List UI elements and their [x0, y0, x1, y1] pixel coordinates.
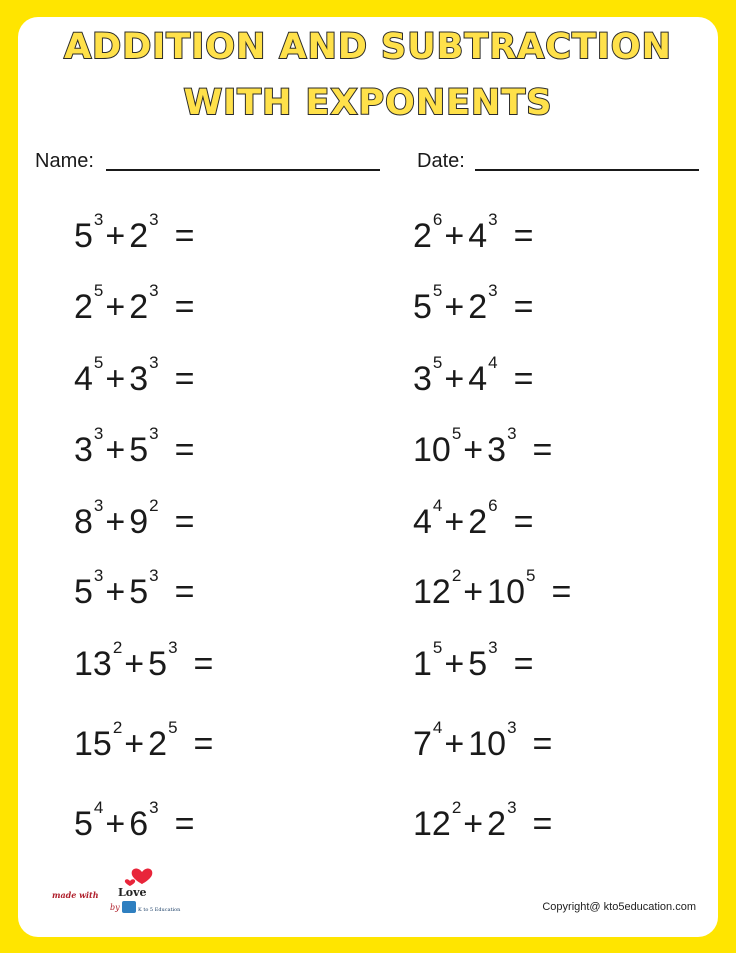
problem-left-3	[74, 353, 195, 398]
equals-sign: =	[174, 360, 195, 398]
base-1: 5	[74, 573, 93, 611]
exponent-2: 3	[488, 638, 498, 657]
k5-book-icon	[122, 901, 136, 913]
base-2: 2	[148, 725, 168, 763]
equals-sign: =	[513, 645, 534, 683]
exponent-1: 4	[432, 718, 443, 737]
k5-brand-text: K to 5 Education	[138, 907, 181, 913]
base-1: 4	[74, 360, 93, 398]
base-1: 15	[74, 725, 112, 763]
equals-sign: =	[513, 217, 534, 255]
problem-right-8	[413, 718, 553, 763]
operator: +	[124, 645, 145, 683]
worksheet-title-line1: ADDITION AND SUBTRACTION	[64, 27, 672, 67]
exponent-1: 6	[432, 210, 443, 229]
equals-sign: =	[174, 503, 195, 541]
exponent-1: 4	[93, 798, 104, 817]
problem-left-6	[74, 566, 195, 611]
equals-sign: =	[551, 573, 572, 611]
exponent-1: 3	[93, 210, 104, 229]
problem-left-2	[74, 281, 195, 326]
problem-right-7	[413, 638, 534, 683]
base-1: 2	[413, 217, 432, 255]
operator: +	[105, 217, 126, 255]
base-2: 5	[129, 573, 149, 611]
small-heart-icon	[125, 879, 135, 886]
base-1: 4	[413, 503, 432, 541]
exponent-2: 3	[149, 424, 159, 443]
exponent-1: 3	[93, 424, 104, 443]
date-label: Date:	[417, 150, 465, 172]
love-text: Love	[118, 886, 147, 899]
base-2: 5	[468, 645, 488, 683]
equals-sign: =	[193, 725, 214, 763]
equals-sign: =	[532, 725, 553, 763]
exponent-2: 3	[149, 353, 159, 372]
equals-sign: =	[513, 503, 534, 541]
made-with-text: made with	[52, 890, 99, 900]
exponent-2: 3	[149, 210, 159, 229]
base-1: 3	[74, 431, 93, 469]
problem-left-8	[74, 718, 214, 763]
base-1: 7	[413, 725, 432, 763]
operator: +	[124, 725, 145, 763]
problem-right-3	[413, 353, 534, 398]
base-2: 6	[129, 805, 149, 843]
base-1: 5	[413, 288, 432, 326]
base-1: 1	[413, 645, 432, 683]
equals-sign: =	[174, 217, 195, 255]
base-1: 12	[413, 573, 451, 611]
made-with-love-logo	[50, 862, 185, 917]
exponent-1: 4	[432, 496, 443, 515]
problem-left-4	[74, 424, 195, 469]
exponent-1: 3	[93, 566, 104, 585]
base-1: 5	[74, 805, 93, 843]
equals-sign: =	[532, 805, 553, 843]
operator: +	[105, 431, 126, 469]
equals-sign: =	[174, 288, 195, 326]
base-2: 2	[129, 288, 149, 326]
name-label: Name:	[35, 150, 94, 172]
operator: +	[463, 805, 484, 843]
base-2: 5	[148, 645, 168, 683]
copyright-text: Copyright@ kto5education.com	[542, 901, 696, 913]
exponent-2: 3	[507, 424, 517, 443]
exponent-1: 5	[432, 281, 443, 300]
worksheet-title-line2: WITH EXPONENTS	[183, 83, 553, 123]
base-1: 12	[413, 805, 451, 843]
exponent-2: 3	[149, 566, 159, 585]
operator: +	[105, 503, 126, 541]
exponent-1: 2	[451, 798, 462, 817]
equals-sign: =	[513, 288, 534, 326]
worksheet-page	[18, 17, 718, 937]
operator: +	[105, 805, 126, 843]
exponent-2: 3	[507, 798, 517, 817]
problem-right-2	[413, 281, 534, 326]
base-2: 3	[487, 431, 507, 469]
exponent-2: 3	[149, 798, 159, 817]
base-2: 4	[468, 217, 488, 255]
problem-right-4	[413, 424, 553, 469]
equals-sign: =	[174, 573, 195, 611]
exponent-2: 2	[149, 496, 159, 515]
base-2: 2	[487, 805, 507, 843]
exponent-1: 5	[432, 638, 443, 657]
exponent-2: 6	[488, 496, 498, 515]
base-2: 3	[129, 360, 149, 398]
base-1: 8	[74, 503, 93, 541]
exponent-1: 5	[93, 353, 104, 372]
operator: +	[444, 360, 465, 398]
exponent-2: 3	[507, 718, 517, 737]
operator: +	[444, 288, 465, 326]
base-1: 2	[74, 288, 93, 326]
equals-sign: =	[532, 431, 553, 469]
operator: +	[105, 288, 126, 326]
problem-right-9	[413, 798, 553, 843]
problem-left-9	[74, 798, 195, 843]
operator: +	[444, 645, 465, 683]
operator: +	[444, 503, 465, 541]
exponent-2: 5	[168, 718, 178, 737]
operator: +	[463, 573, 484, 611]
operator: +	[105, 360, 126, 398]
equals-sign: =	[513, 360, 534, 398]
exponent-2: 4	[488, 353, 498, 372]
problem-right-1	[413, 210, 534, 255]
exponent-2: 3	[168, 638, 178, 657]
base-1: 5	[74, 217, 93, 255]
base-1: 3	[413, 360, 432, 398]
problem-left-1	[74, 210, 195, 255]
exponent-2: 3	[149, 281, 159, 300]
base-2: 2	[468, 288, 488, 326]
exponent-2: 3	[488, 281, 498, 300]
base-2: 9	[129, 503, 149, 541]
exponent-1: 2	[112, 718, 123, 737]
exponent-1: 2	[112, 638, 123, 657]
problem-list	[18, 17, 718, 937]
operator: +	[444, 725, 465, 763]
base-2: 10	[468, 725, 507, 763]
operator: +	[463, 431, 484, 469]
operator: +	[444, 217, 465, 255]
base-1: 13	[74, 645, 112, 683]
operator: +	[105, 573, 126, 611]
exponent-1: 5	[432, 353, 443, 372]
base-2: 4	[468, 360, 488, 398]
equals-sign: =	[174, 431, 195, 469]
problem-right-6	[413, 566, 572, 611]
equals-sign: =	[193, 645, 214, 683]
exponent-2: 5	[525, 566, 536, 585]
exponent-2: 3	[488, 210, 498, 229]
base-2: 5	[129, 431, 149, 469]
by-text: by	[110, 903, 120, 912]
base-2: 2	[129, 217, 149, 255]
exponent-1: 2	[451, 566, 462, 585]
problem-right-5	[413, 496, 534, 541]
problem-left-5	[74, 496, 195, 541]
base-2: 10	[487, 573, 525, 611]
base-2: 2	[468, 503, 488, 541]
exponent-1: 3	[93, 496, 104, 515]
exponent-1: 5	[451, 424, 462, 443]
equals-sign: =	[174, 805, 195, 843]
exponent-1: 5	[93, 281, 104, 300]
base-1: 10	[413, 431, 451, 469]
problem-left-7	[74, 638, 214, 683]
